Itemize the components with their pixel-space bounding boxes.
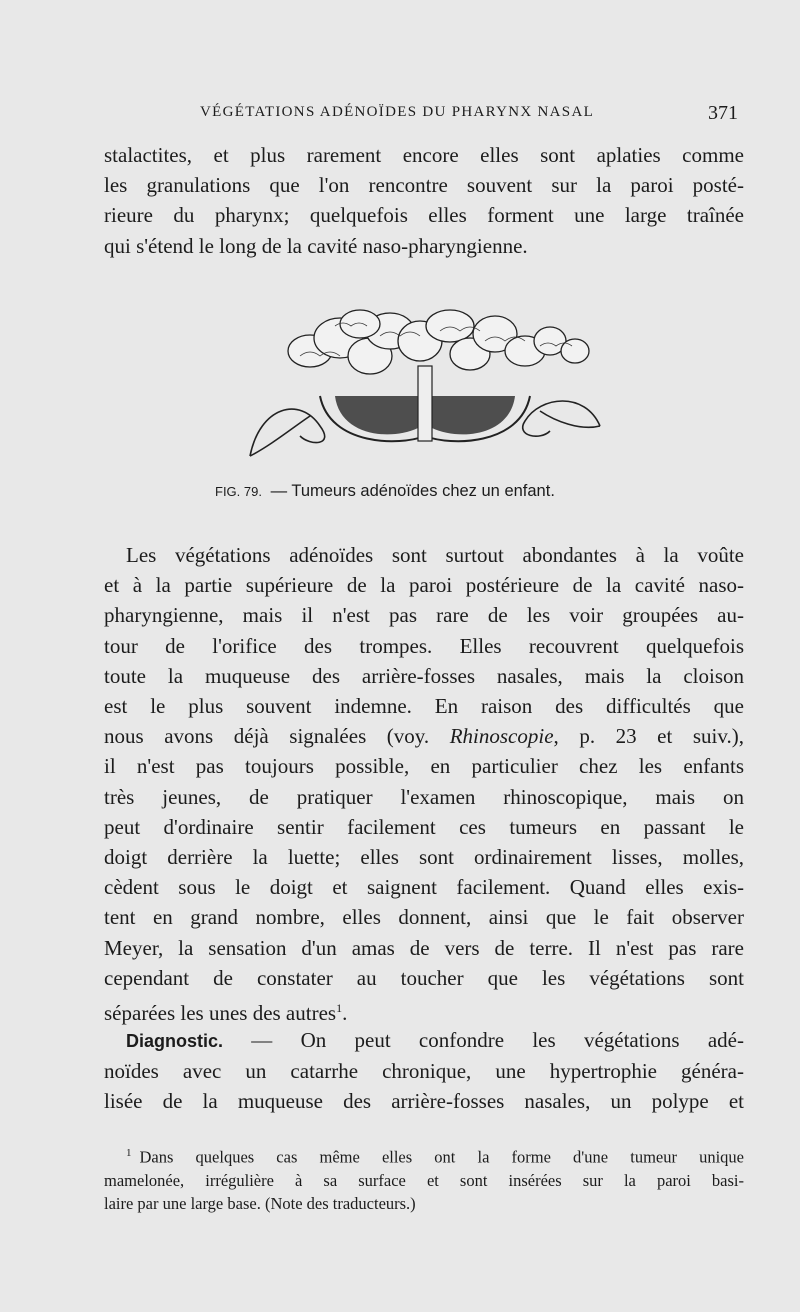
italic-reference: Rhinoscopie — [449, 724, 554, 749]
text-line: pharyngienne, mais il n'est pas rare de les voir groupées au- — [104, 603, 744, 628]
text-line: noïdes avec un catarrhe chronique, une hypertrophie généra- — [104, 1059, 744, 1084]
text-run: — On peut confondre les végétations adé- — [223, 1028, 744, 1052]
paragraph-diagnostic — [104, 1025, 744, 1117]
text-line: tour de l'orifice des trompes. Elles recouvrent quelquefois — [104, 633, 744, 658]
text-run: , p. 23 et suiv.), — [553, 724, 744, 749]
right-wing-shape — [523, 401, 600, 436]
text-line: et à la partie supérieure de la paroi postérieure de la cavité naso- — [104, 573, 744, 598]
footnote-line: laire par une large base. (Note des traducteurs.) — [104, 1193, 416, 1213]
adenoid-tumors-engraving — [240, 296, 610, 476]
text-line: peut d'ordinaire sentir facilement ces tumeurs en passant le — [104, 814, 744, 839]
text-run: séparées les unes des autres — [104, 1001, 337, 1026]
right-cavity-shading — [432, 396, 515, 434]
text-line: les granulations que l'on rencontre souvent sur la paroi posté- — [104, 173, 744, 198]
running-title: VÉGÉTATIONS ADÉNOÏDES DU PHARYNX NASAL — [200, 104, 595, 120]
septum-shape — [418, 366, 432, 441]
figure-caption — [215, 482, 555, 501]
footnote-line — [104, 1142, 744, 1169]
text-line: stalactites, et plus rarement encore elles sont aplaties comme — [104, 143, 744, 167]
text-line — [104, 993, 744, 1028]
text-line: cependant de constater au toucher que les végétations sont — [104, 965, 744, 990]
paragraph-vegetations — [104, 540, 744, 1028]
vegetation-mass — [288, 310, 589, 374]
footnote — [104, 1142, 744, 1215]
text-line: est le plus souvent indemne. En raison des difficultés que — [104, 694, 744, 719]
text-line: tent en grand nombre, elles donnent, ainsi que le fait observer — [104, 905, 744, 930]
footnote-reference: 1 — [336, 1001, 343, 1016]
left-cavity-shading — [335, 396, 418, 434]
text-line: toute la muqueuse des arrière-fosses nasales, mais la cloison — [104, 663, 744, 688]
text-line — [104, 1025, 744, 1056]
text-line: Meyer, la sensation d'un amas de vers de terre. Il n'est pas rare — [104, 935, 744, 960]
text-line: doigt derrière la luette; elles sont ordinairement lisses, molles, — [104, 845, 744, 870]
text-line: lisée de la muqueuse des arrière-fosses nasales, un polype et — [104, 1089, 744, 1114]
text-line: cèdent sous le doigt et saignent facilement. Quand elles exis- — [104, 875, 744, 900]
section-heading: Diagnostic. — [126, 1031, 224, 1051]
text-run: nous avons déjà signalées (voy. — [104, 724, 430, 749]
text-line: très jeunes, de pratiquer l'examen rhinoscopique, mais on — [104, 784, 744, 809]
text-line: Les végétations adénoïdes sont surtout abondantes à la voûte — [126, 543, 744, 567]
text-run: Dans quelques cas même elles ont la forme d'une tumeur unique — [139, 1147, 744, 1167]
figure-caption-text: — Tumeurs adénoïdes chez un enfant. — [270, 482, 555, 500]
text-line: rieure du pharynx; quelquefois elles forment une large traînée — [104, 203, 744, 228]
text-line: il n'est pas toujours possible, en particulier chez les enfants — [104, 754, 744, 779]
footnote-marker: 1 — [126, 1147, 132, 1159]
page-number: 371 — [708, 102, 738, 124]
text-line: qui s'étend le long de la cavité naso-pharyngienne. — [104, 233, 528, 258]
text-run: . — [342, 1001, 348, 1026]
footnote-line: mamelonée, irrégulière à sa surface et sont insérées sur la paroi basi- — [104, 1170, 744, 1190]
text-line — [104, 721, 744, 751]
paragraph-continuation — [104, 140, 744, 261]
figure-label: FIG. 79. — [215, 484, 262, 499]
